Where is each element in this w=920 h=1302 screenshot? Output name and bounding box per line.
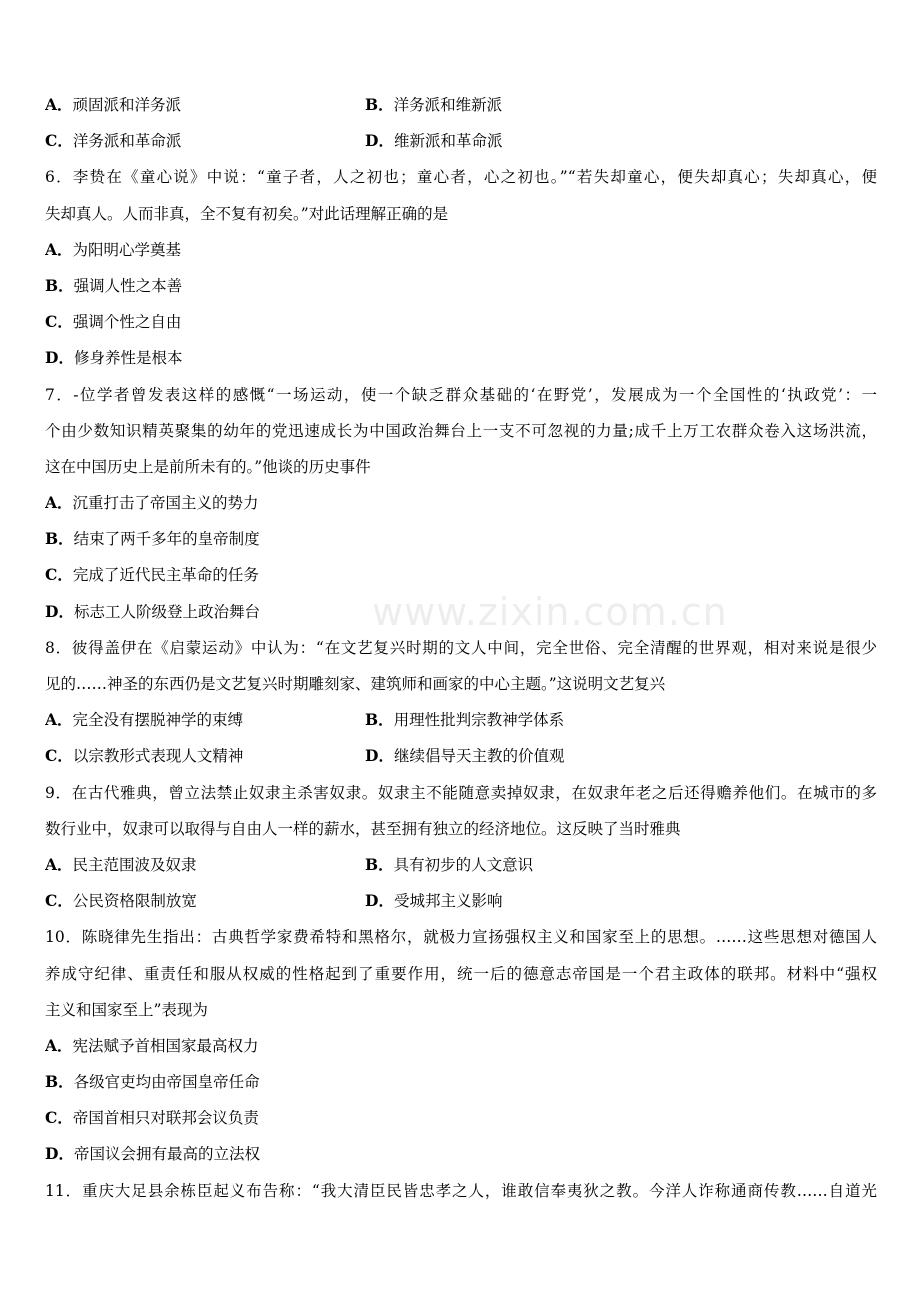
option-text: 强调个性之自由 — [72, 313, 182, 332]
option-text: 沉重打击了帝国主义的势力 — [72, 494, 259, 513]
option-text: 洋务派和革命派 — [72, 132, 182, 151]
q9-option-d — [365, 883, 685, 919]
q6-option-c — [45, 304, 877, 340]
option-text: 受城邦主义影响 — [393, 892, 503, 911]
question-content — [45, 87, 877, 1209]
option-text: 公民资格限制放宽 — [72, 892, 197, 911]
question-number: 9． — [45, 783, 72, 802]
q8-option-a — [45, 702, 365, 738]
watermark: www.zixin.com.cn — [372, 590, 728, 634]
option-text: 修身养性是根本 — [73, 349, 183, 368]
q7-stem-line-3: 这在中国历史上是前所未有的。”他谈的历史事件 — [45, 457, 371, 476]
option-text: 为阳明心学奠基 — [72, 240, 182, 259]
q8-option-c — [45, 738, 365, 774]
q9-stem-line-2: 数行业中，奴隶可以取得与自由人一样的薪水，甚至拥有独立的经济地位。这反映了当时雅典 — [45, 819, 681, 838]
option-letter: C． — [45, 1108, 73, 1128]
q8-stem-line-1 — [45, 630, 877, 666]
option-letter: B． — [365, 854, 394, 874]
q5-options-row-2 — [45, 123, 877, 159]
option-text: 结束了两千多年的皇帝制度 — [73, 530, 260, 549]
q6-stem-line-2: 失却真人。人而非真，全不复有初矣。”对此话理解正确的是 — [45, 204, 449, 223]
q10-stem-line-2: 养成守纪律、重责任和服从权威的性格起到了重要作用，统一后的德意志帝国是一个君主政体的联邦。材料中“强权 — [45, 964, 877, 983]
question-number: 6． — [45, 168, 73, 187]
option-text: 维新派和革命派 — [393, 132, 503, 151]
option-letter: A． — [45, 710, 73, 730]
option-letter: A． — [45, 239, 73, 259]
question-number: 10． — [45, 928, 82, 947]
question-number: 11． — [45, 1181, 83, 1200]
q9-options-row-1 — [45, 847, 877, 883]
q8-options-row-2 — [45, 738, 877, 774]
q6-option-b — [45, 268, 877, 304]
option-text: 具有初步的人文意识 — [393, 855, 534, 874]
stem-text: 李贽在《童心说》中说：“童子者，人之初也；童心者，心之初也。”“若失却童心，便失却真心；失却真心，便 — [72, 168, 877, 187]
q10-option-a — [45, 1028, 877, 1064]
q5-option-a — [45, 87, 365, 123]
q9-options-row-2 — [45, 883, 877, 919]
q7-option-d — [45, 594, 877, 630]
q9-option-c — [45, 883, 365, 919]
q8-option-d — [365, 738, 685, 774]
stem-text: 陈晓律先生指出：古典哲学家费希特和黑格尔，就极力宣扬强权主义和国家至上的思想。……这些思想对德国人 — [81, 928, 877, 947]
q7-stem-line-2: 个由少数知识精英聚集的幼年的党迅速成长为中国政治舞台上一支不可忽视的力量;成千上万工农群众卷入这场洪流， — [45, 421, 877, 440]
question-number: 8． — [45, 638, 72, 657]
option-text: 洋务派和维新派 — [393, 96, 503, 114]
q5-option-d — [365, 123, 685, 159]
q7-stem-line-1 — [45, 377, 877, 413]
option-letter: C． — [45, 746, 73, 766]
q9-stem-line-1 — [45, 775, 877, 811]
option-text: 完全没有摆脱神学的束缚 — [72, 711, 244, 730]
option-letter: D． — [365, 131, 394, 151]
q10-option-c — [45, 1100, 877, 1136]
option-text: 帝国议会拥有最高的立法权 — [73, 1145, 260, 1164]
q7-option-b — [45, 521, 877, 557]
option-letter: C． — [45, 891, 73, 911]
option-letter: B． — [365, 710, 394, 730]
q8-options-row-1 — [45, 702, 877, 738]
option-letter: D． — [45, 1144, 74, 1164]
q10-option-b — [45, 1064, 877, 1100]
option-letter: A． — [45, 854, 73, 874]
option-letter: D． — [365, 746, 394, 766]
option-letter: A． — [45, 1035, 73, 1055]
option-text: 强调人性之本善 — [73, 276, 183, 295]
option-letter: C． — [45, 312, 73, 332]
option-letter: B． — [45, 529, 74, 549]
q6-option-d — [45, 340, 877, 376]
option-letter: C． — [45, 131, 73, 151]
option-letter: B． — [45, 1072, 74, 1092]
option-text: 顽固派和洋务派 — [72, 96, 182, 114]
option-letter: D． — [45, 348, 74, 368]
q9-option-a — [45, 847, 365, 883]
option-letter: C． — [45, 565, 73, 585]
stem-text: -位学者曾发表这样的感慨“一场运动，使一个缺乏群众基础的‘在野党’，发展成为一个全国性的‘执政党’：一 — [73, 385, 877, 404]
option-text: 民主范围波及奴隶 — [72, 855, 197, 874]
option-letter: A． — [45, 493, 73, 513]
q7-option-c — [45, 557, 877, 593]
option-text: 继续倡导天主教的价值观 — [393, 747, 565, 766]
q5-option-b — [365, 87, 685, 123]
stem-text: 在古代雅典，曾立法禁止奴隶主杀害奴隶。奴隶主不能随意卖掉奴隶，在奴隶年老之后还得赡养他们。在城市的多 — [71, 783, 877, 802]
question-number: 7． — [45, 385, 74, 404]
stem-text: 彼得盖伊在《启蒙运动》中认为：“在文艺复兴时期的文人中间，完全世俗、完全清醒的世界观，相对来说是很少 — [71, 638, 877, 657]
q10-stem-line-3: 主义和国家至上”表现为 — [45, 1000, 208, 1019]
option-text: 用理性批判宗教神学体系 — [393, 711, 565, 730]
q6-option-a — [45, 232, 877, 268]
option-letter: D． — [365, 891, 394, 911]
q5-option-c — [45, 123, 365, 159]
option-text: 以宗教形式表现人文精神 — [72, 747, 244, 766]
q7-option-a — [45, 485, 877, 521]
option-text: 宪法赋予首相国家最高权力 — [72, 1036, 259, 1055]
option-letter: A． — [45, 95, 73, 114]
option-text: 各级官吏均由帝国皇帝任命 — [73, 1073, 260, 1092]
option-letter: D． — [45, 601, 74, 621]
option-text: 标志工人阶级登上政治舞台 — [73, 602, 260, 621]
option-text: 完成了近代民主革命的任务 — [72, 566, 259, 585]
q11-stem-line-1 — [45, 1173, 877, 1209]
q6-stem-line-1 — [45, 159, 877, 195]
stem-text: 重庆大足县余栋臣起义布告称：“我大清臣民皆忠孝之人，谁敢信奉夷狄之教。今洋人诈称通商传教……自道光 — [82, 1181, 877, 1200]
q10-option-d — [45, 1136, 877, 1172]
q8-stem-line-2: 见的……神圣的东西仍是文艺复兴时期雕刻家、建筑师和画家的中心主题。”这说明文艺复兴 — [45, 675, 666, 693]
option-letter: B． — [365, 95, 394, 114]
option-letter: B． — [45, 275, 74, 295]
q5-options-row-1 — [45, 87, 877, 123]
q8-option-b — [365, 702, 685, 738]
q10-stem-line-1 — [45, 919, 877, 955]
option-text: 帝国首相只对联邦会议负责 — [72, 1109, 259, 1128]
q9-option-b — [365, 847, 685, 883]
